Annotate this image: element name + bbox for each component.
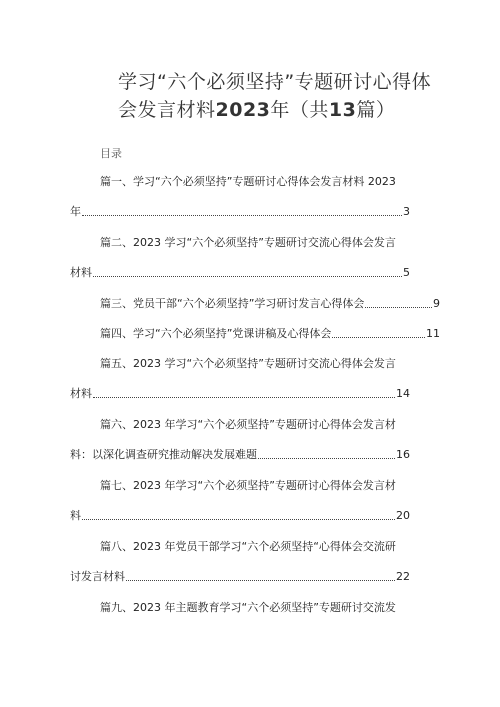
toc-entry-line bbox=[100, 297, 440, 311]
toc-entry-continuation bbox=[70, 448, 410, 462]
toc-entry-title-cont: 讨发言材料 bbox=[70, 570, 125, 583]
title-line-1: 学习“六个必须坚持”专题研讨心得体 bbox=[118, 71, 432, 93]
title-line-2 bbox=[118, 96, 448, 124]
toc-entry[interactable] bbox=[70, 479, 410, 523]
toc-entry-title-cont: 年 bbox=[70, 205, 81, 218]
toc-entry[interactable] bbox=[70, 357, 410, 401]
toc-entry-title: 篇五、2023 学习“六个必须坚持”专题研讨交流心得体会发言 bbox=[100, 357, 396, 370]
dot-leader bbox=[258, 457, 395, 459]
toc-entry-page: 5 bbox=[403, 266, 410, 279]
toc-entry-title: 篇八、2023 年党员干部学习“六个必须坚持“心得体会交流研 bbox=[100, 540, 396, 553]
toc-entry-page: 14 bbox=[396, 387, 410, 400]
title-line-2-suffix: 篇） bbox=[356, 99, 396, 121]
toc-entry-page: 16 bbox=[396, 448, 410, 461]
toc-entry[interactable] bbox=[70, 297, 440, 311]
toc-entry-line bbox=[100, 327, 440, 341]
toc-entry[interactable] bbox=[70, 327, 440, 341]
toc-entry-continuation bbox=[70, 205, 410, 219]
toc-entry-title: 篇六、2023 年学习“六个必须坚持”专题研讨心得体会发言材 bbox=[100, 418, 396, 431]
dot-leader bbox=[126, 579, 395, 581]
toc-entry-page: 20 bbox=[396, 509, 410, 522]
toc-entry-title: 篇七、2023 年学习“六个必须坚持”专题研讨心得体会发言材 bbox=[100, 479, 396, 492]
toc-entry-continuation bbox=[70, 266, 410, 280]
toc-entry[interactable] bbox=[70, 418, 410, 462]
title-count: 13 bbox=[328, 99, 357, 121]
toc-entry-page: 3 bbox=[403, 205, 410, 218]
title-line-2-prefix: 会发言材料 bbox=[118, 99, 216, 121]
toc-entry-title: 篇二、2023 学习“六个必须坚持”专题研讨交流心得体会发言 bbox=[100, 236, 396, 249]
dot-leader bbox=[82, 518, 395, 520]
toc-entry-title-cont: 料 bbox=[70, 509, 81, 522]
toc-entry-title: 篇一、学习“六个必须坚持”专题研讨心得体会发言材料 2023 bbox=[100, 175, 396, 188]
toc-entry-page: 9 bbox=[433, 297, 440, 310]
title-year: 2023 bbox=[215, 99, 271, 121]
document-title bbox=[118, 68, 448, 124]
toc-entry[interactable] bbox=[70, 540, 410, 584]
toc-entry[interactable] bbox=[70, 236, 410, 280]
title-line-2-mid: 年（共 bbox=[270, 99, 329, 121]
dot-leader bbox=[93, 275, 402, 277]
toc-entry-continuation bbox=[70, 570, 410, 584]
toc-entry-title: 篇九、2023 年主题教育学习“六个必须坚持”专题研讨交流发 bbox=[100, 601, 396, 614]
toc-entry[interactable] bbox=[70, 601, 410, 615]
dot-leader bbox=[82, 214, 402, 216]
toc-entry-title: 篇三、党员干部“六个必须坚持”学习研讨发言心得体会 bbox=[100, 297, 365, 310]
toc-entry-title-cont: 材料 bbox=[70, 266, 92, 279]
dot-leader bbox=[332, 336, 425, 338]
toc-entry-title: 篇四、学习“六个必须坚持”党课讲稿及心得体会 bbox=[100, 327, 332, 340]
dot-leader bbox=[365, 306, 432, 308]
toc-heading: 目录 bbox=[100, 147, 122, 160]
toc-entry-page: 11 bbox=[426, 327, 440, 340]
toc-entry-continuation bbox=[70, 387, 410, 401]
dot-leader bbox=[93, 396, 395, 398]
toc-entry-title-cont: 料：以深化调查研究推动解决发展难题 bbox=[70, 448, 257, 461]
toc-entry-continuation bbox=[70, 509, 410, 523]
toc-entry[interactable] bbox=[70, 175, 410, 219]
toc-entry-page: 22 bbox=[396, 570, 410, 583]
toc-entry-title-cont: 材料 bbox=[70, 387, 92, 400]
